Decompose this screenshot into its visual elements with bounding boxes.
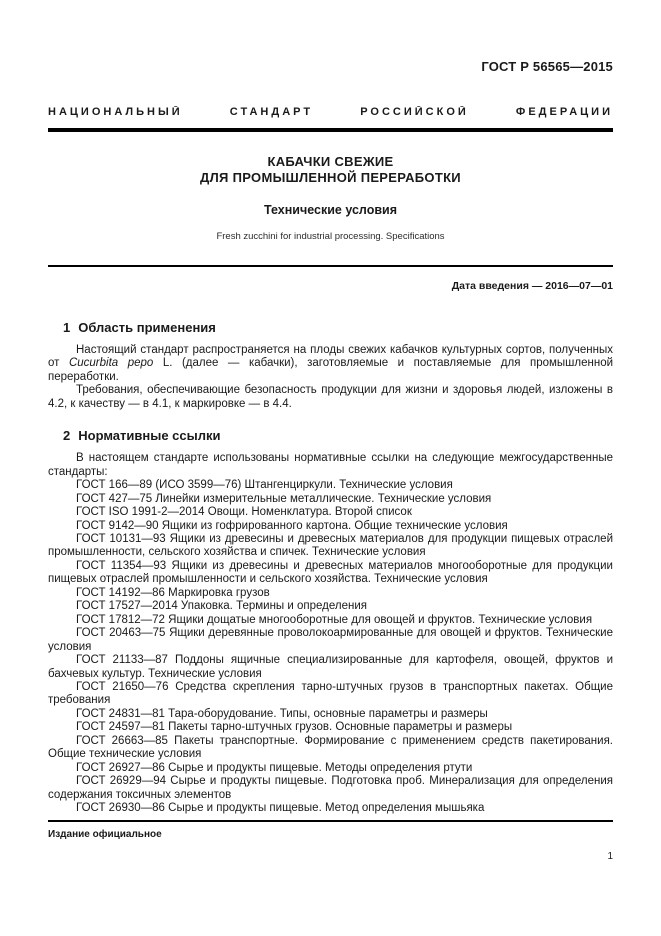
document-code: ГОСТ Р 56565—2015 [481,59,613,74]
section-1-title: Область применения [78,320,216,335]
document-title-english: Fresh zucchini for industrial processing. Specifications [216,231,445,242]
reference-item: ГОСТ 14192—86 Маркировка грузов [76,586,270,599]
section-2-heading [48,428,613,444]
scope-paragraph-1-text: Настоящий стандарт распространяется на плоды свежих кабачков культурных сортов, полученных от [48,344,613,370]
document-title [48,154,613,186]
section-2-title: Нормативные ссылки [78,428,221,444]
reference-item: ГОСТ 10131—93 Ящики из древесины и древесных материалов для продукции пищевых отраслей промышленности, сельского хозяйства и спичек. Технические условия [48,532,613,559]
section-1-heading [48,320,613,336]
normative-references-list [48,479,613,815]
title-line-1: КАБАЧКИ СВЕЖИЕ [267,154,394,169]
federation-standard-header: НАЦИОНАЛЬНЫЙ СТАНДАРТ РОССИЙСКОЙ ФЕДЕРАЦИИ [48,106,613,118]
scope-paragraph-1 [48,344,613,384]
page-footer [48,820,613,863]
header-rule [48,128,613,132]
reference-item: ГОСТ 26930—86 Сырье и продукты пищевые. Метод определения мышьяка [76,802,485,815]
scope-paragraph-1-tail: L. (далее — кабачки), заготовляемые и поставляемые для промышленной переработки. [48,357,614,383]
reference-item: ГОСТ 9142—90 Ящики из гофрированного картона. Общие технические условия [76,519,508,532]
references-intro: В настоящем стандарте использованы нормативные ссылки на следующие межгосударственные стандарты: [48,452,613,478]
reference-item: ГОСТ 21650—76 Средства скрепления тарно-штучных грузов в транспортных пакетах. Общие требования [48,680,613,707]
reference-item: ГОСТ 26929—94 Сырье и продукты пищевые. Подготовка проб. Минерализация для определения содержания токсичных элементов [48,775,613,801]
official-edition-note: Издание официальное [48,829,162,840]
intro-rule [48,265,613,267]
scope-paragraph-2: Требования, обеспечивающие безопасность продукции для жизни и здоровья людей, изложены в 4.2, к качеству — в 4.1, к маркировке — в 4.4. [48,384,613,410]
section-2-number: 2 [63,428,71,444]
reference-item: ГОСТ 24831—81 Тара-оборудование. Типы, основные параметры и размеры [76,707,488,720]
page-number: 1 [607,851,613,862]
reference-item: ГОСТ 26927—86 Сырье и продукты пищевые. Методы определения ртути [76,761,473,774]
reference-item: ГОСТ 17527—2014 Упаковка. Термины и определения [76,600,367,613]
reference-item: ГОСТ 20463—75 Ящики деревянные проволокоармированные для овощей и фруктов. Технические условия [48,627,613,653]
footer-rule [48,820,613,822]
reference-item: ГОСТ 427—75 Линейки измерительные металлические. Технические условия [76,492,492,505]
reference-item: ГОСТ 26663—85 Пакеты транспортные. Формирование с применением средств пакетирования. Общие технические условия [48,734,613,761]
document-subtitle: Технические условия [263,203,397,217]
reference-item: ГОСТ 17812—72 Ящики дощатые многооборотные для овощей и фруктов. Технические условия [76,613,593,626]
reference-item: ГОСТ 166—89 (ИСО 3599—76) Штангенциркули. Технические условия [76,479,453,492]
reference-item: ГОСТ 21133—87 Поддоны ящичные специализированные для картофеля, овощей, фруктов и бахчевых культур. Технические условия [48,654,613,680]
reference-item: ГОСТ ISO 1991-2—2014 Овощи. Номенклатура. Второй список [76,506,412,519]
species-latin-name: Cucurbita pepo [68,357,154,370]
reference-item: ГОСТ 11354—93 Ящики из древесины и древесных материалов многооборотные для продукции пищевых отраслей промышленности и сельского хозяйства. Технические условия [48,559,613,586]
title-line-2: ДЛЯ ПРОМЫШЛЕННОЙ ПЕРЕРАБОТКИ [200,170,461,185]
introduction-date: Дата введения — 2016—07—01 [451,280,613,292]
section-1-number: 1 [63,320,71,335]
reference-item: ГОСТ 24597—81 Пакеты тарно-штучных грузов. Основные параметры и размеры [76,721,513,734]
